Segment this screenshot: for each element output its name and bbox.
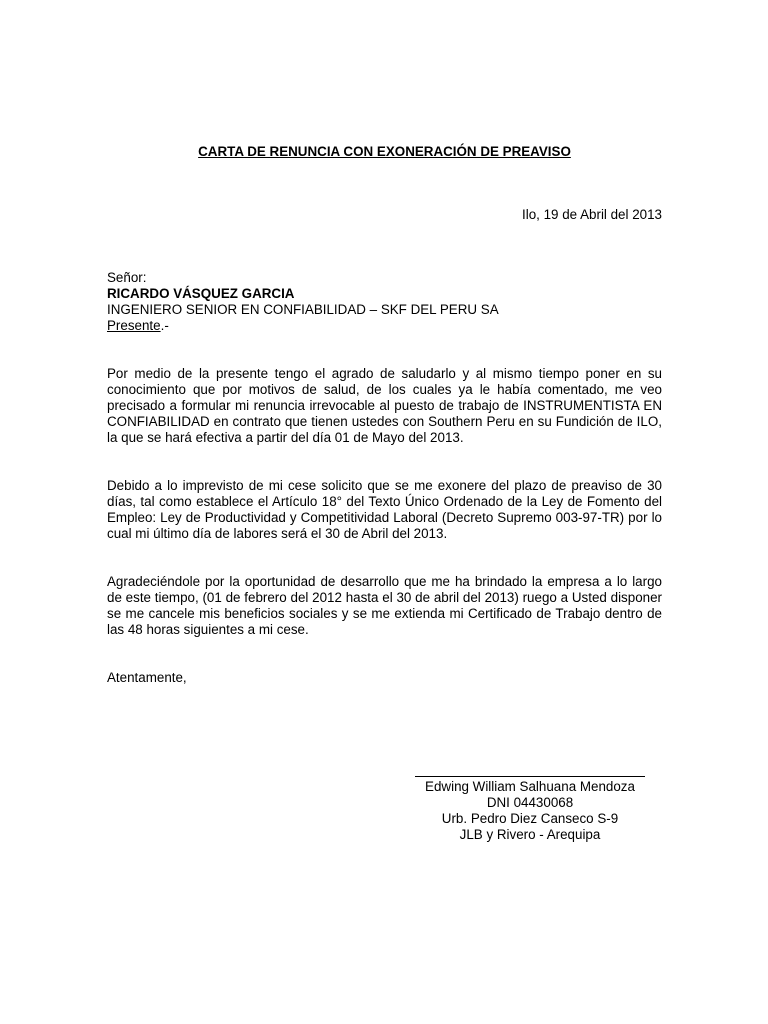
signer-dni: DNI 04430068 [486,795,574,810]
recipient-block [107,270,662,334]
signature-block [400,779,660,843]
presente-word: Presente [107,318,161,333]
body-paragraph-2: Debido a lo imprevisto de mi cese solicito que se me exonere del plazo de preaviso de 30 días, tal como establece el Artículo 18° del Texto Único Ordenado de la Ley de Fomento del Empleo: Ley de Productividad y Competitividad Laboral (Decreto Supremo 003-97-TR) por lo cual mi último día de labores será el 30 de Abril del 2013. [107,478,662,541]
signer-address-line1: Urb. Pedro Diez Canseco S-9 [441,811,619,826]
signature-line [415,776,645,777]
presente-suffix: .- [160,318,169,333]
recipient-salutation: Señor: [107,270,147,285]
signer-name: Edwing William Salhuana Mendoza [425,779,635,794]
body-paragraph-1: Por medio de la presente tengo el agrado de saludarlo y al mismo tiempo poner en su conocimiento que por motivos de salud, de los cuales ya le había comentado, me veo precisado a formular mi renuncia irrevocable al puesto de trabajo de INSTRUMENTISTA EN CONFIABILIDAD en contrato que tienen ustedes con Southern Peru en su Fundición de ILO, la que se hará efectiva a partir del día 01 de Mayo del 2013. [107,366,662,445]
recipient-position: INGENIERO SENIOR EN CONFIABILIDAD – SKF DEL PERU SA [107,302,499,317]
letter-title: CARTA DE RENUNCIA CON EXONERACIÓN DE PREAVISO [198,144,571,159]
body-paragraph-3: Agradeciéndole por la oportunidad de desarrollo que me ha brindado la empresa a lo largo de este tiempo, (01 de febrero del 2012 hasta el 30 de abril del 2013) ruego a Usted disponer se me cancele mis beneficios sociales y se me extienda mi Certificado de Trabajo dentro de las 48 horas siguientes a mi cese. [107,574,662,637]
recipient-name: RICARDO VÁSQUEZ GARCIA [107,286,295,301]
letter-date: Ilo, 19 de Abril del 2013 [522,207,662,222]
recipient-presente [107,318,662,334]
closing-text: Atentamente, [107,670,187,685]
signer-address-line2: JLB y Rivero - Arequipa [459,827,601,842]
